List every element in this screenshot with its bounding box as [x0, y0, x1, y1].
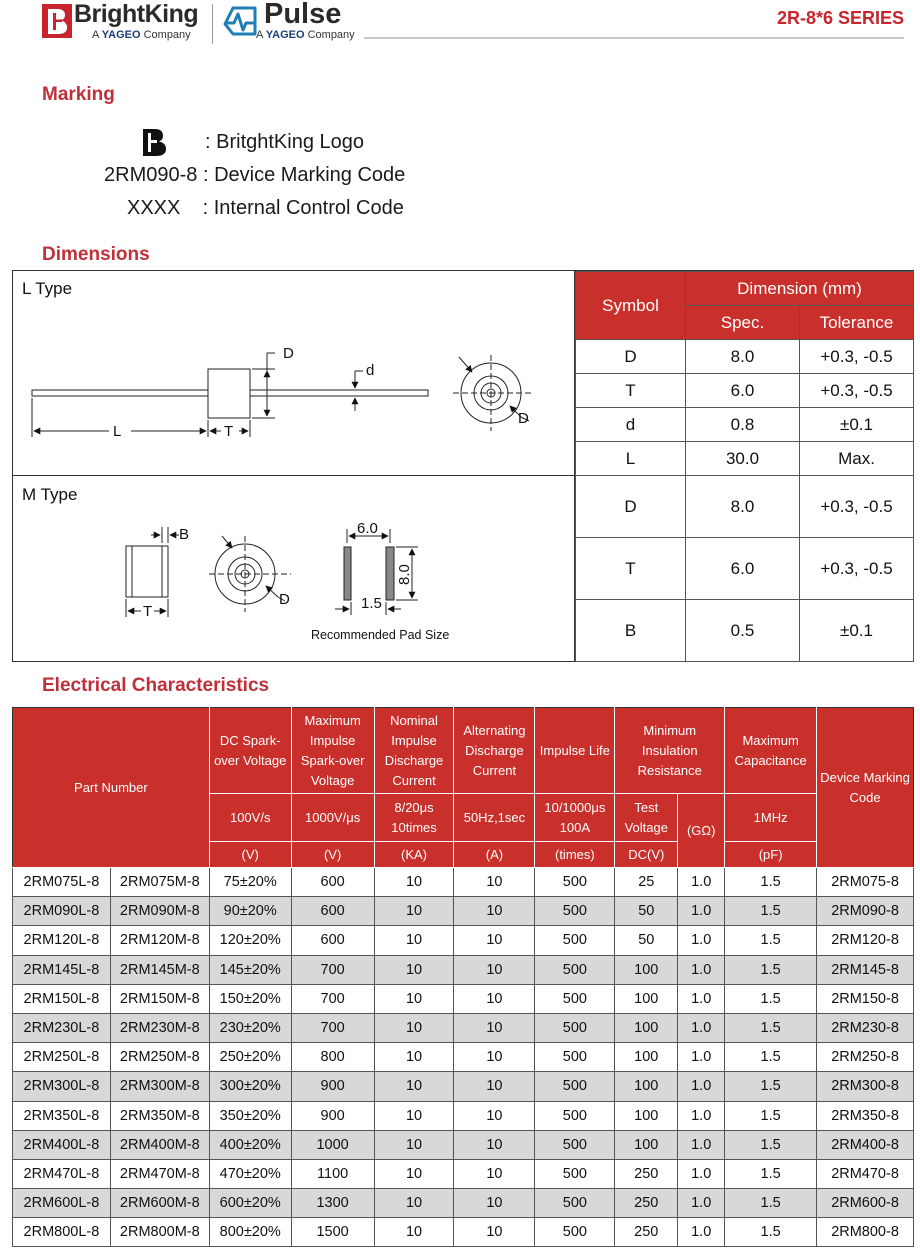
marking-code-cell: 2RM090-8 — [817, 897, 914, 926]
table-row — [576, 476, 914, 538]
dc-spark-cell: 150±20% — [209, 984, 291, 1013]
marking-code-cell: 2RM600-8 — [817, 1189, 914, 1218]
impulse-life-cell: 500 — [535, 1130, 615, 1159]
header-max-impulse: Maximum Impulse Spark-over Voltage — [291, 708, 374, 794]
nominal-impulse-cell: 10 — [374, 926, 454, 955]
tolerance-cell: ±0.1 — [800, 600, 914, 662]
part-l-cell: 2RM120L-8 — [13, 926, 111, 955]
part-l-cell: 2RM145L-8 — [13, 955, 111, 984]
table-row — [13, 868, 914, 897]
nominal-impulse-cell: 10 — [374, 984, 454, 1013]
tolerance-cell: Max. — [800, 442, 914, 476]
dimension-drawings-svg — [13, 271, 575, 661]
insulation-cell: 1.0 — [678, 1189, 725, 1218]
impulse-life-cell: 500 — [535, 1101, 615, 1130]
marking-row-device — [104, 164, 405, 187]
dc-spark-cell: 75±20% — [209, 868, 291, 897]
part-m-cell: 2RM120M-8 — [110, 926, 209, 955]
spec-cell: 0.8 — [686, 408, 800, 442]
insulation-cell: 1.0 — [678, 955, 725, 984]
table-row — [13, 1218, 914, 1247]
alt-discharge-cell: 10 — [454, 1218, 535, 1247]
test-voltage-cell: 25 — [615, 868, 678, 897]
impulse-life-cell: 500 — [535, 926, 615, 955]
spec-cell: 6.0 — [686, 374, 800, 408]
marking-code-cell: 2RM075-8 — [817, 868, 914, 897]
max-impulse-cell: 1300 — [291, 1189, 374, 1218]
unit-impulse: (V) — [291, 842, 374, 868]
spec-cell: 8.0 — [686, 476, 800, 538]
symbol-cell: B — [576, 600, 686, 662]
tagline-suffix: Company — [143, 29, 191, 41]
dimension-header: Dimension (mm) — [686, 272, 914, 306]
cond-gohm: (GΩ) — [678, 794, 725, 868]
marking-code-cell: 2RM230-8 — [817, 1013, 914, 1042]
l-end-label-D: D — [518, 410, 529, 427]
unit-life: (times) — [535, 842, 615, 868]
max-impulse-cell: 600 — [291, 897, 374, 926]
test-voltage-cell: 100 — [615, 1013, 678, 1042]
max-impulse-cell: 600 — [291, 868, 374, 897]
dc-spark-cell: 300±20% — [209, 1072, 291, 1101]
header-dc-spark: DC Spark-over Voltage — [209, 708, 291, 794]
max-impulse-cell: 900 — [291, 1072, 374, 1101]
cond-life: 10/1000μs 100A — [535, 794, 615, 842]
symbol-cell: T — [576, 538, 686, 600]
alt-discharge-cell: 10 — [454, 1189, 535, 1218]
symbol-cell: d — [576, 408, 686, 442]
cond-test-voltage: Test Voltage — [615, 794, 678, 842]
test-voltage-cell: 100 — [615, 1101, 678, 1130]
dc-spark-cell: 90±20% — [209, 897, 291, 926]
impulse-life-cell: 500 — [535, 955, 615, 984]
marking-code: 2RM090-8 — [104, 164, 198, 186]
test-voltage-cell: 100 — [615, 1130, 678, 1159]
dc-spark-cell: 120±20% — [209, 926, 291, 955]
table-row — [13, 984, 914, 1013]
cond-cap: 1MHz — [725, 794, 817, 842]
alt-discharge-cell: 10 — [454, 1013, 535, 1042]
symbol-cell: D — [576, 340, 686, 374]
capacitance-cell: 1.5 — [725, 1013, 817, 1042]
symbol-cell: L — [576, 442, 686, 476]
insulation-cell: 1.0 — [678, 984, 725, 1013]
marking-code-cell: 2RM470-8 — [817, 1159, 914, 1188]
capacitance-cell: 1.5 — [725, 897, 817, 926]
spec-cell: 6.0 — [686, 538, 800, 600]
alt-discharge-cell: 10 — [454, 1130, 535, 1159]
test-voltage-cell: 250 — [615, 1159, 678, 1188]
cond-dc: 100V/s — [209, 794, 291, 842]
marking-row-logo — [205, 131, 364, 154]
test-voltage-cell: 100 — [615, 1072, 678, 1101]
insulation-cell: 1.0 — [678, 926, 725, 955]
part-m-cell: 2RM075M-8 — [110, 868, 209, 897]
alt-discharge-cell: 10 — [454, 1101, 535, 1130]
part-m-cell: 2RM145M-8 — [110, 955, 209, 984]
tolerance-cell: +0.3, -0.5 — [800, 340, 914, 374]
marking-title: Marking — [42, 84, 115, 105]
capacitance-cell: 1.5 — [725, 926, 817, 955]
test-voltage-cell: 100 — [615, 984, 678, 1013]
table-row — [13, 955, 914, 984]
marking-code-cell: 2RM120-8 — [817, 926, 914, 955]
part-m-cell: 2RM250M-8 — [110, 1043, 209, 1072]
insulation-cell: 1.0 — [678, 897, 725, 926]
tagline-brand: YAGEO — [101, 29, 141, 41]
header-min-insulation: Minimum Insulation Resistance — [615, 708, 725, 794]
part-l-cell: 2RM150L-8 — [13, 984, 111, 1013]
symbol-cell: T — [576, 374, 686, 408]
tagline-prefix: A — [92, 29, 99, 41]
marking-desc: Internal Control Code — [213, 197, 404, 219]
alt-discharge-cell: 10 — [454, 955, 535, 984]
nominal-impulse-cell: 10 — [374, 1159, 454, 1188]
marking-sep: : — [202, 197, 209, 219]
max-impulse-cell: 700 — [291, 955, 374, 984]
impulse-life-cell: 500 — [535, 1043, 615, 1072]
unit-alt: (A) — [454, 842, 535, 868]
dimensions-drawings — [13, 271, 575, 661]
impulse-life-cell: 500 — [535, 1189, 615, 1218]
marking-code-cell: 2RM350-8 — [817, 1101, 914, 1130]
marking-sep: : — [202, 164, 209, 186]
marking-sep: : — [205, 131, 211, 153]
table-row — [13, 1043, 914, 1072]
part-m-cell: 2RM350M-8 — [110, 1101, 209, 1130]
header-device-marking: Device Marking Code — [817, 708, 914, 868]
nominal-impulse-cell: 10 — [374, 868, 454, 897]
table-row — [13, 897, 914, 926]
test-voltage-cell: 100 — [615, 1043, 678, 1072]
test-voltage-cell: 50 — [615, 926, 678, 955]
capacitance-cell: 1.5 — [725, 955, 817, 984]
marking-desc: Device Marking Code — [214, 164, 406, 186]
nominal-impulse-cell: 10 — [374, 1043, 454, 1072]
dc-spark-cell: 470±20% — [209, 1159, 291, 1188]
header-alt-discharge: Alternating Discharge Current — [454, 708, 535, 794]
tolerance-cell: +0.3, -0.5 — [800, 476, 914, 538]
part-l-cell: 2RM470L-8 — [13, 1159, 111, 1188]
nominal-impulse-cell: 10 — [374, 897, 454, 926]
dc-spark-cell: 350±20% — [209, 1101, 291, 1130]
tolerance-cell: +0.3, -0.5 — [800, 374, 914, 408]
dc-spark-cell: 400±20% — [209, 1130, 291, 1159]
unit-dc: (V) — [209, 842, 291, 868]
electrical-title: Electrical Characteristics — [42, 675, 270, 696]
table-row — [13, 1072, 914, 1101]
alt-discharge-cell: 10 — [454, 868, 535, 897]
part-m-cell: 2RM470M-8 — [110, 1159, 209, 1188]
l-label-D: D — [283, 345, 294, 362]
part-l-cell: 2RM075L-8 — [13, 868, 111, 897]
insulation-cell: 1.0 — [678, 1159, 725, 1188]
nominal-impulse-cell: 10 — [374, 1101, 454, 1130]
part-m-cell: 2RM300M-8 — [110, 1072, 209, 1101]
l-label-T: T — [224, 423, 234, 440]
marking-code: XXXX — [127, 197, 181, 219]
dc-spark-cell: 145±20% — [209, 955, 291, 984]
impulse-life-cell: 500 — [535, 1218, 615, 1247]
spec-cell: 0.5 — [686, 600, 800, 662]
l-label-d: d — [366, 362, 375, 379]
max-impulse-cell: 600 — [291, 926, 374, 955]
part-m-cell: 2RM150M-8 — [110, 984, 209, 1013]
header-impulse-life: Impulse Life — [535, 708, 615, 794]
tolerance-cell: ±0.1 — [800, 408, 914, 442]
insulation-cell: 1.0 — [678, 1072, 725, 1101]
pad-gap-label: 1.5 — [361, 595, 382, 612]
alt-discharge-cell: 10 — [454, 1072, 535, 1101]
series-title: 2R-8*6 SERIES — [776, 8, 904, 28]
page-header — [0, 0, 920, 48]
cond-alt: 50Hz,1sec — [454, 794, 535, 842]
header-nominal-impulse: Nominal Impulse Discharge Current — [374, 708, 454, 794]
m-label-B: B — [179, 526, 190, 543]
pad-caption: Recommended Pad Size — [311, 628, 450, 642]
brightking-tagline — [92, 29, 191, 41]
impulse-life-cell: 500 — [535, 868, 615, 897]
impulse-life-cell: 500 — [535, 1072, 615, 1101]
table-row — [13, 1101, 914, 1130]
electrical-table-body — [13, 868, 914, 1247]
alt-discharge-cell: 10 — [454, 984, 535, 1013]
brightking-mark-icon — [142, 128, 168, 157]
cond-nominal: 8/20μs 10times — [374, 794, 454, 842]
spec-cell: 8.0 — [686, 340, 800, 374]
marking-code-cell: 2RM300-8 — [817, 1072, 914, 1101]
part-l-cell: 2RM250L-8 — [13, 1043, 111, 1072]
table-row — [13, 1189, 914, 1218]
dc-spark-cell: 250±20% — [209, 1043, 291, 1072]
table-row — [576, 374, 914, 408]
pulse-logo-icon — [221, 4, 261, 40]
capacitance-cell: 1.5 — [725, 1159, 817, 1188]
table-row — [13, 1159, 914, 1188]
dimensions-title: Dimensions — [42, 244, 150, 265]
test-voltage-cell: 100 — [615, 955, 678, 984]
insulation-cell: 1.0 — [678, 1043, 725, 1072]
m-label-T: T — [143, 603, 153, 620]
capacitance-cell: 1.5 — [725, 1218, 817, 1247]
pulse-brand: Pulse — [264, 0, 342, 30]
header-max-capacitance: Maximum Capacitance — [725, 708, 817, 794]
part-m-cell: 2RM230M-8 — [110, 1013, 209, 1042]
test-voltage-cell: 250 — [615, 1218, 678, 1247]
table-row — [576, 408, 914, 442]
table-row — [576, 442, 914, 476]
part-l-cell: 2RM350L-8 — [13, 1101, 111, 1130]
marking-code-cell: 2RM145-8 — [817, 955, 914, 984]
alt-discharge-cell: 10 — [454, 1043, 535, 1072]
m-end-label-D: D — [279, 591, 290, 608]
part-m-cell: 2RM400M-8 — [110, 1130, 209, 1159]
max-impulse-cell: 700 — [291, 1013, 374, 1042]
header-part-number: Part Number — [13, 708, 210, 868]
insulation-cell: 1.0 — [678, 1101, 725, 1130]
nominal-impulse-cell: 10 — [374, 1218, 454, 1247]
spec-cell: 30.0 — [686, 442, 800, 476]
capacitance-cell: 1.5 — [725, 868, 817, 897]
unit-test: DC(V) — [615, 842, 678, 868]
table-row — [13, 926, 914, 955]
marking-code-cell: 2RM400-8 — [817, 1130, 914, 1159]
part-m-cell: 2RM090M-8 — [110, 897, 209, 926]
max-impulse-cell: 1500 — [291, 1218, 374, 1247]
header-divider — [212, 4, 213, 44]
pulse-tagline — [256, 29, 355, 41]
max-impulse-cell: 700 — [291, 984, 374, 1013]
max-impulse-cell: 1100 — [291, 1159, 374, 1188]
dc-spark-cell: 600±20% — [209, 1189, 291, 1218]
tolerance-cell: +0.3, -0.5 — [800, 538, 914, 600]
capacitance-cell: 1.5 — [725, 1072, 817, 1101]
m-type-label: M Type — [22, 485, 78, 504]
table-row — [576, 600, 914, 662]
marking-desc: BritghtKing Logo — [216, 131, 365, 153]
dimensions-panel — [12, 270, 914, 662]
header-rule — [364, 37, 904, 39]
alt-discharge-cell: 10 — [454, 897, 535, 926]
m-type-side-view — [126, 527, 179, 617]
symbol-cell: D — [576, 476, 686, 538]
nominal-impulse-cell: 10 — [374, 1130, 454, 1159]
nominal-impulse-cell: 10 — [374, 1189, 454, 1218]
test-voltage-cell: 50 — [615, 897, 678, 926]
part-l-cell: 2RM300L-8 — [13, 1072, 111, 1101]
part-l-cell: 2RM800L-8 — [13, 1218, 111, 1247]
unit-cap: (pF) — [725, 842, 817, 868]
alt-discharge-cell: 10 — [454, 926, 535, 955]
electrical-table — [12, 707, 914, 1247]
capacitance-cell: 1.5 — [725, 1101, 817, 1130]
table-row — [13, 1013, 914, 1042]
part-m-cell: 2RM800M-8 — [110, 1218, 209, 1247]
cond-impulse: 1000V/μs — [291, 794, 374, 842]
l-type-label: L Type — [22, 279, 73, 298]
insulation-cell: 1.0 — [678, 868, 725, 897]
insulation-cell: 1.0 — [678, 1013, 725, 1042]
part-l-cell: 2RM230L-8 — [13, 1013, 111, 1042]
brightking-brand: BrightKing — [74, 0, 199, 28]
l-label-L: L — [113, 423, 122, 440]
nominal-impulse-cell: 10 — [374, 1013, 454, 1042]
capacitance-cell: 1.5 — [725, 1189, 817, 1218]
max-impulse-cell: 1000 — [291, 1130, 374, 1159]
part-m-cell: 2RM600M-8 — [110, 1189, 209, 1218]
tagline-prefix: A — [256, 29, 263, 41]
part-l-cell: 2RM600L-8 — [13, 1189, 111, 1218]
impulse-life-cell: 500 — [535, 1159, 615, 1188]
table-row — [576, 340, 914, 374]
spec-header: Spec. — [686, 306, 800, 340]
dimension-table — [575, 271, 914, 662]
marking-code-cell: 2RM150-8 — [817, 984, 914, 1013]
nominal-impulse-cell: 10 — [374, 955, 454, 984]
part-l-cell: 2RM090L-8 — [13, 897, 111, 926]
table-row — [13, 1130, 914, 1159]
dc-spark-cell: 800±20% — [209, 1218, 291, 1247]
test-voltage-cell: 250 — [615, 1189, 678, 1218]
unit-nominal: (KA) — [374, 842, 454, 868]
table-row — [576, 538, 914, 600]
max-impulse-cell: 900 — [291, 1101, 374, 1130]
nominal-impulse-cell: 10 — [374, 1072, 454, 1101]
capacitance-cell: 1.5 — [725, 1043, 817, 1072]
tagline-brand: YAGEO — [265, 29, 305, 41]
capacitance-cell: 1.5 — [725, 984, 817, 1013]
part-l-cell: 2RM400L-8 — [13, 1130, 111, 1159]
insulation-cell: 1.0 — [678, 1218, 725, 1247]
pad-width-label: 6.0 — [357, 520, 378, 537]
dc-spark-cell: 230±20% — [209, 1013, 291, 1042]
max-impulse-cell: 800 — [291, 1043, 374, 1072]
symbol-header: Symbol — [576, 272, 686, 340]
impulse-life-cell: 500 — [535, 897, 615, 926]
capacitance-cell: 1.5 — [725, 1130, 817, 1159]
impulse-life-cell: 500 — [535, 1013, 615, 1042]
marking-code-cell: 2RM800-8 — [817, 1218, 914, 1247]
marking-code-cell: 2RM250-8 — [817, 1043, 914, 1072]
impulse-life-cell: 500 — [535, 984, 615, 1013]
tolerance-header: Tolerance — [800, 306, 914, 340]
pad-height-label: 8.0 — [396, 564, 413, 585]
tagline-suffix: Company — [307, 29, 355, 41]
insulation-cell: 1.0 — [678, 1130, 725, 1159]
marking-row-internal — [127, 197, 404, 220]
alt-discharge-cell: 10 — [454, 1159, 535, 1188]
brightking-logo-icon — [42, 4, 72, 38]
